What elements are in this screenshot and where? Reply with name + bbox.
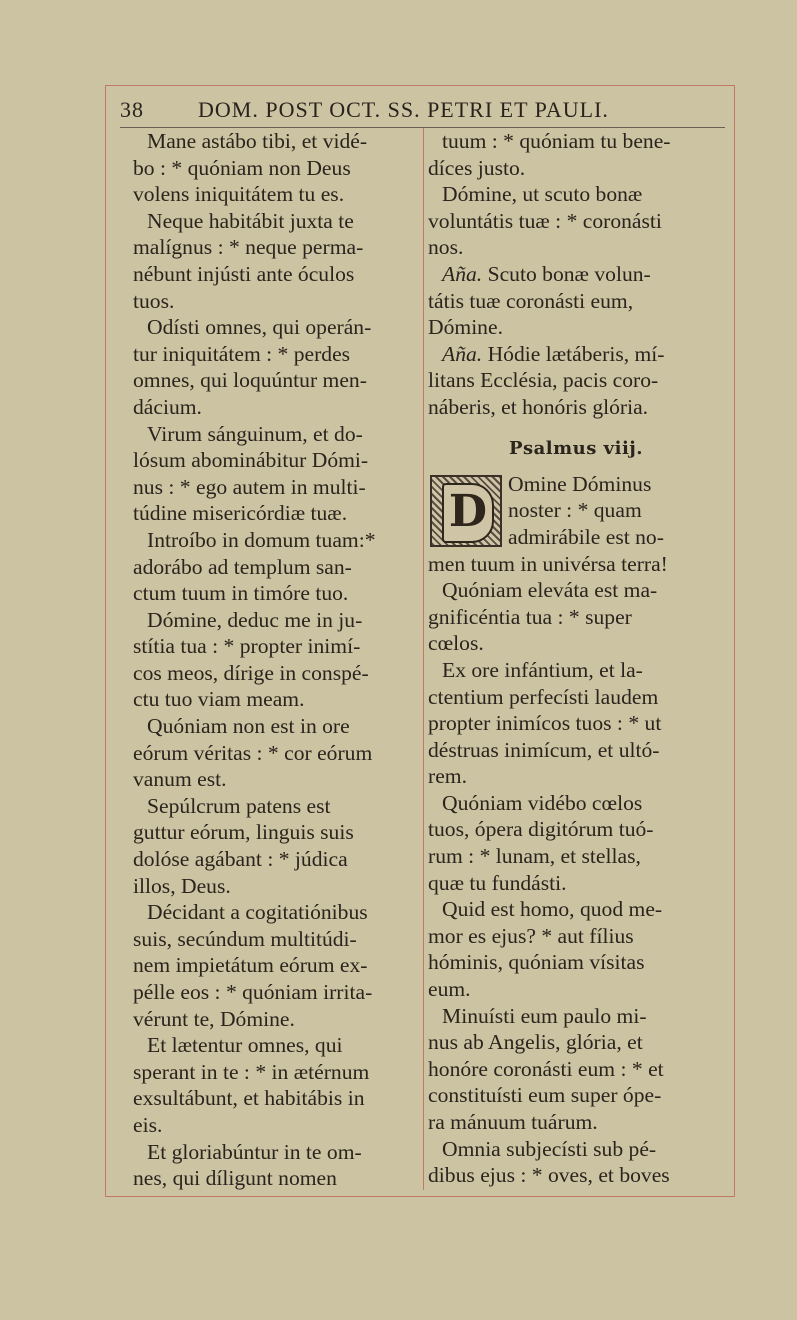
text-line: propter inimícos tuos : * ut	[428, 711, 662, 736]
left-column	[133, 128, 415, 1192]
text-line: nes, qui díligunt nomen	[133, 1166, 337, 1191]
verse	[428, 261, 724, 341]
verse	[428, 181, 724, 261]
verse	[428, 1136, 724, 1189]
text-line: Dómine, deduc me in ju-	[147, 607, 363, 632]
verse	[428, 128, 724, 181]
text-line: vanum est.	[133, 767, 227, 792]
text-line: suis, secúndum multitúdi-	[133, 926, 357, 951]
text-line: sperant in te : * in ætérnum	[133, 1059, 370, 1084]
text-line: tuos.	[133, 288, 175, 313]
text-line: dibus ejus : * oves, et boves	[428, 1163, 670, 1188]
text-line: Introíbo in domum tuam:*	[147, 527, 376, 552]
verse	[133, 607, 415, 713]
verse	[133, 1032, 415, 1138]
text-line: Dómine.	[428, 315, 503, 340]
text-line: bo : * quóniam non Deus	[133, 155, 351, 180]
text-line: omnes, qui loquúntur men-	[133, 368, 367, 393]
verse	[428, 657, 724, 790]
text-line: Quóniam vidébo cœlos	[442, 790, 643, 815]
text-line: cœlos.	[428, 631, 484, 656]
verse	[133, 793, 415, 899]
text-line: Mane astábo tibi, et vidé-	[147, 129, 368, 153]
text-line: litans Ecclésia, pacis coro-	[428, 368, 659, 393]
text-line: tur iniquitátem : * perdes	[133, 341, 351, 366]
verse	[428, 577, 724, 657]
text-line: túdine misericórdiæ tuæ.	[133, 501, 348, 526]
running-title: DOM. POST OCT. SS. PETRI ET PAULI.	[198, 97, 609, 122]
text-line	[428, 261, 724, 288]
text-line: nem impietátum eórum ex-	[133, 953, 368, 978]
text-line: Quid est homo, quod me-	[442, 897, 663, 922]
text-line: Virum sánguinum, et do-	[147, 421, 363, 446]
text-line: ctu tuo viam meam.	[133, 687, 305, 712]
text-line: mor es ejus? * aut fílius	[428, 923, 634, 948]
initial-letter: D	[442, 483, 494, 543]
verse	[133, 128, 415, 208]
text-line: nus : * ego autem in multi-	[133, 474, 366, 499]
text-line: noster : * quam	[508, 498, 642, 523]
text-line: Quóniam non est in ore	[147, 714, 350, 739]
psalm-heading: Psalmus viij.	[508, 437, 644, 459]
text-line: cos meos, dírige in conspé-	[133, 660, 369, 685]
text-line: dolóse agábant : * júdica	[133, 847, 348, 872]
text-line: Décidant a cogitatiónibus	[147, 900, 368, 925]
verse	[133, 314, 415, 420]
text-line: rum : * lunam, et stellas,	[428, 844, 641, 869]
text-line: náberis, et honóris glória.	[428, 394, 649, 419]
text-line: Odísti omnes, qui operán-	[147, 315, 372, 340]
verse	[133, 421, 415, 527]
text-line: guttur eórum, linguis suis	[133, 820, 354, 845]
text-line: Sepúlcrum patens est	[147, 793, 331, 818]
text-line: vérunt te, Dómine.	[133, 1006, 295, 1031]
text-line: Minuísti eum paulo mi-	[442, 1003, 647, 1028]
text-line: dácium.	[133, 394, 202, 419]
text-line: ra mánuum tuárum.	[428, 1110, 598, 1134]
running-head	[120, 97, 730, 127]
column-divider	[423, 128, 424, 1190]
page-number: 38	[120, 97, 144, 122]
verse	[428, 341, 724, 421]
text-line: Neque habitábit juxta te	[147, 208, 354, 233]
text-line: Quóniam eleváta est ma-	[442, 578, 658, 603]
text-line: men tuum in univérsa terra!	[428, 551, 668, 576]
verse	[133, 899, 415, 1032]
right-column-bottom	[428, 577, 724, 1189]
text-line: admirábile est no-	[508, 524, 664, 549]
text-line: eis.	[133, 1112, 163, 1137]
text-line: stítia tua : * propter inimí-	[133, 634, 361, 659]
text-line: malígnus : * neque perma-	[133, 235, 364, 260]
antiphon-label: Aña.	[442, 341, 483, 366]
text-line: díces justo.	[428, 155, 526, 180]
right-column-top	[428, 128, 724, 421]
text-line: ctum tuum in timóre tuo.	[133, 581, 349, 606]
text-line: exsultábunt, et habitábis in	[133, 1086, 365, 1111]
text-line: tátis tuæ coronásti eum,	[428, 288, 634, 313]
text-line: voluntátis tuæ : * coronásti	[428, 208, 662, 233]
text-line	[428, 341, 724, 368]
text-line: Omnia subjecísti sub pé-	[442, 1136, 657, 1161]
text-line: volens iniquitátem tu es.	[133, 182, 345, 207]
text-line: nos.	[428, 235, 464, 260]
drop-cap-lines	[508, 471, 724, 551]
text-line: honóre coronásti eum : * et	[428, 1056, 664, 1081]
text-line: tuum : * quóniam tu bene-	[442, 129, 671, 153]
text-line: rem.	[428, 764, 467, 789]
text-line: Ex ore infántium, et la-	[442, 657, 643, 682]
verse	[133, 527, 415, 607]
text-line: tuos, ópera digitórum tuó-	[428, 817, 654, 842]
verse	[428, 1003, 724, 1136]
text-line: déstruas inimícum, et ultó-	[428, 737, 660, 762]
right-column	[428, 128, 724, 1189]
text-line: quæ tu fundásti.	[428, 870, 567, 895]
text-line: eum.	[428, 977, 471, 1002]
text-line: adorábo ad templum san-	[133, 554, 352, 579]
psalm-opening	[428, 471, 724, 551]
text-line: lósum abominábitur Dómi-	[133, 448, 369, 473]
decorated-initial	[430, 475, 502, 547]
text-line: Omine Dóminus	[508, 471, 652, 496]
text-line: eórum véritas : * cor eórum	[133, 740, 373, 765]
text-line: pélle eos : * quóniam irrita-	[133, 980, 373, 1004]
text-line: Et gloriabúntur in te om-	[147, 1139, 362, 1164]
text-line: illos, Deus.	[133, 873, 231, 898]
text-line: Et lætentur omnes, qui	[147, 1033, 343, 1058]
antiphon-label: Aña.	[442, 261, 483, 286]
text-line: nus ab Angelis, glória, et	[428, 1030, 643, 1055]
text-segment: Scuto bonæ volun-	[482, 261, 651, 286]
text-line: hóminis, quóniam vísitas	[428, 950, 645, 975]
text-segment: Hódie lætáberis, mí-	[482, 341, 665, 366]
verse	[133, 1139, 415, 1192]
verse	[428, 790, 724, 896]
verse	[428, 896, 724, 1002]
text-line: constituísti eum super ópe-	[428, 1083, 662, 1108]
text-line: gnificéntia tua : * super	[428, 604, 632, 629]
verse	[133, 208, 415, 314]
text-line: nébunt injústi ante óculos	[133, 261, 355, 286]
verse	[133, 713, 415, 793]
text-line: ctentium perfecísti laudem	[428, 684, 659, 709]
text-line: Dómine, ut scuto bonæ	[442, 182, 643, 207]
